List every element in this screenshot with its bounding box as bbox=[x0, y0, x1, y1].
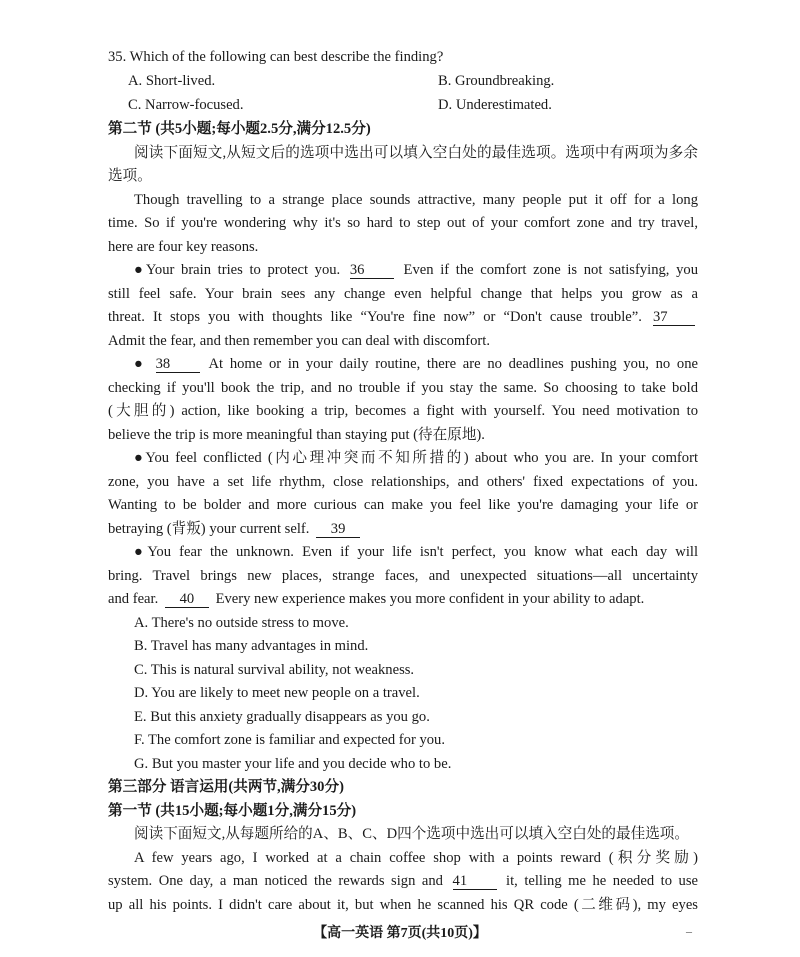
part3-subheading: 第一节 (共15小题;每小题1分,满分15分) bbox=[108, 803, 357, 819]
passage-p3-line4: believe the trip is more meaningful than staying put (待在原地). bbox=[108, 427, 485, 443]
part3-p1-line3: up all his points. I didn't care about it, but when he scanned his QR code (二维码), my eyes bbox=[108, 897, 698, 913]
q35-stem: 35. Which of the following can best describe the finding? bbox=[108, 49, 444, 65]
option-d: D. You are likely to meet new people on a travel. bbox=[134, 685, 420, 701]
section2-heading: 第二节 (共5小题;每小题2.5分,满分12.5分) bbox=[108, 121, 371, 137]
passage-p4-line4 bbox=[108, 519, 698, 539]
passage-p2-line4: Admit the fear, and then remember you can deal with discomfort. bbox=[108, 333, 490, 349]
passage-p2-line1-start: ●Your brain tries to protect you. bbox=[134, 262, 341, 278]
passage-p5-line1: ●You fear the unknown. Even if your life isn't perfect, you know what each day will bbox=[134, 544, 698, 560]
blank-40: 40 bbox=[165, 591, 209, 608]
passage-p4-line3: Wanting to be bolder and more curious can make you feel like you're damaging your life or bbox=[108, 497, 698, 513]
part3-p1-line1: A few years ago, I worked at a chain coffee shop with a points reward (积分奖励) bbox=[134, 850, 698, 866]
option-e: E. But this anxiety gradually disappears as you go. bbox=[134, 709, 430, 725]
part3-p1-line2-end: it, telling me he needed to use bbox=[506, 873, 698, 889]
passage-p3-line1-end: At home or in your daily routine, there are no deadlines pushing you, no one bbox=[208, 356, 698, 372]
passage-p1-line3: here are four key reasons. bbox=[108, 239, 259, 255]
section2-instruction-line1: 阅读下面短文,从短文后的选项中选出可以填入空白处的最佳选项。选项中有两项为多余 bbox=[134, 145, 698, 161]
passage-p5-line3-end: Every new experience makes you more confident in your ability to adapt. bbox=[215, 591, 645, 607]
part3-instruction: 阅读下面短文,从每题所给的A、B、C、D四个选项中选出可以填入空白处的最佳选项。 bbox=[134, 826, 689, 842]
passage-p2-line3-text: threat. It stops you with thoughts like “You're fine now” or “Don't cause trouble”. bbox=[108, 309, 642, 325]
q35-option-a: A. Short-lived. bbox=[128, 73, 216, 89]
blank-39: 39 bbox=[316, 521, 360, 538]
passage-p3-line3: (大胆的) action, like booking a trip, becomes a fight with yourself. You need motivation to bbox=[108, 403, 698, 419]
option-f: F. The comfort zone is familiar and expected for you. bbox=[134, 732, 446, 748]
passage-p3-line2: checking if you'll book the trip, and no trouble if you stay the same. So choosing to take bold bbox=[108, 380, 698, 396]
blank-41: 41 bbox=[453, 873, 497, 890]
part3-p1-line2-start: system. One day, a man noticed the rewards sign and bbox=[108, 873, 443, 889]
passage-p1-line1: Though travelling to a strange place sounds attractive, many people put it off for a long bbox=[134, 192, 698, 208]
passage-p2-line1-end: Even if the comfort zone is not satisfying, you bbox=[403, 262, 698, 278]
part3-p1-line2 bbox=[108, 871, 698, 891]
passage-p5-line3 bbox=[108, 589, 698, 609]
passage-p5-line3-start: and fear. bbox=[108, 591, 159, 607]
passage-p4-line2: zone, you have a set life rhythm, close relationships, and others' fixed expectations of you. bbox=[108, 474, 698, 490]
q35-option-c: C. Narrow-focused. bbox=[128, 97, 244, 113]
passage-p3-line1 bbox=[134, 354, 698, 374]
q35-option-b: B. Groundbreaking. bbox=[438, 73, 555, 89]
page-footer: 【高一英语 第7页(共10页)】 bbox=[313, 926, 487, 941]
passage-p2-line3 bbox=[108, 307, 698, 327]
option-c: C. This is natural survival ability, not weakness. bbox=[134, 662, 415, 678]
option-a: A. There's no outside stress to move. bbox=[134, 615, 349, 631]
corner-mark: – bbox=[686, 924, 692, 938]
passage-p2-line2: still feel safe. Your brain sees any change even helpful change that helps you grow as a bbox=[108, 286, 698, 302]
passage-p4-line4-text: betraying (背叛) your current self. bbox=[108, 521, 310, 537]
passage-p4-line1: ●You feel conflicted (内心理冲突而不知所措的) about who you are. In your comfort bbox=[134, 450, 698, 466]
blank-37: 37 bbox=[653, 309, 695, 326]
passage-p5-line2: bring. Travel brings new places, strange faces, and unexpected situations—all uncertainty bbox=[108, 568, 698, 584]
blank-38: 38 bbox=[156, 356, 200, 373]
passage-p2-line1 bbox=[134, 260, 698, 280]
part3-heading: 第三部分 语言运用(共两节,满分30分) bbox=[108, 779, 344, 795]
q35-option-d: D. Underestimated. bbox=[438, 97, 552, 113]
bullet-dot: ● bbox=[134, 356, 146, 372]
passage-p1-line2: time. So if you're wondering why it's so hard to step out of your comfort zone and try travel, bbox=[108, 215, 698, 231]
option-b: B. Travel has many advantages in mind. bbox=[134, 638, 369, 654]
blank-36: 36 bbox=[350, 262, 394, 279]
option-g: G. But you master your life and you decide who to be. bbox=[134, 756, 452, 772]
section2-instruction-line2: 选项。 bbox=[108, 168, 152, 184]
